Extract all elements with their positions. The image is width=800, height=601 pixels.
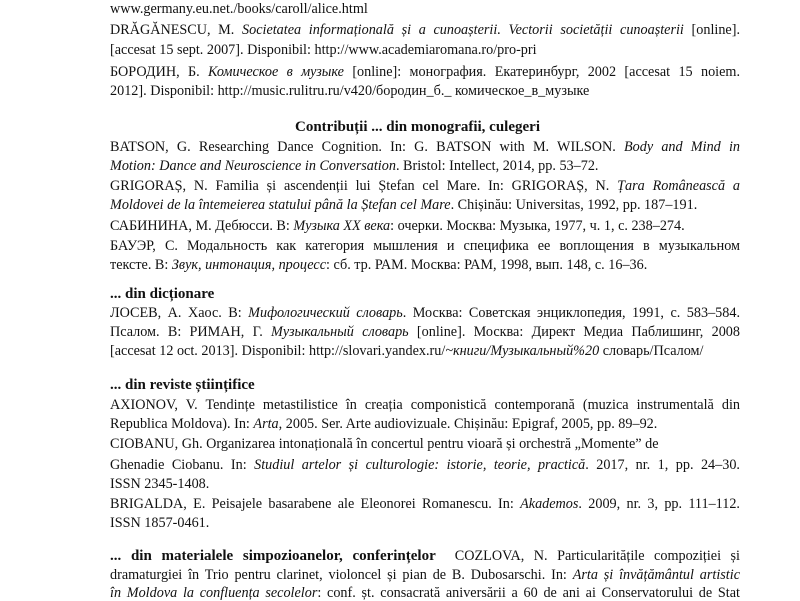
ref-text: CIOBANU, Gh. Organizarea intonațională în concertul pentru vioară și orchestră „Momente” de	[110, 436, 659, 452]
section-heading-simpozioane: ... din materialele simpozioanelor, conferințelor	[110, 548, 436, 564]
ref-text: BRIGALDA, E. Peisajele basarabene ale Eleonorei Romanescu. In:	[110, 496, 521, 512]
ref-text: ISSN 1857-0461.	[110, 515, 210, 531]
ref-title: Țara Românească a	[617, 178, 740, 194]
ref-text: BATSON, G. Researching Dance Cognition. In: G. BATSON with M. WILSON.	[110, 139, 624, 155]
ref-text: . 2017, nr. 1, pp. 24–30.	[585, 457, 740, 473]
ref-title: Body and Mind in	[623, 139, 740, 155]
ref-text: AXIONOV, V. Tendințe metastilistice în creația componistică contemporană (muzica instrumentală din	[110, 397, 740, 413]
ref-title: Комическое в музыке	[208, 64, 344, 80]
ref-title: Moldovei de la întemeierea statului până la Ștefan cel Mare	[110, 197, 451, 213]
ref-title: Звук, интонация, процесс	[171, 257, 327, 273]
ref-text: [online].	[683, 22, 740, 38]
ref-title: Akademos	[520, 496, 579, 512]
section-heading-reviste: ... din reviste științifice	[110, 377, 255, 393]
ref-title: Societatea informațională și a cunoașterii. Vectorii societății cunoașterii	[242, 22, 684, 38]
ref-text: . 2009, nr. 3, pp. 111–112.	[578, 496, 740, 512]
ref-text: ЛОСЕВ, А. Хаос. В:	[110, 305, 249, 321]
ref-title: Мифологический словарь	[248, 305, 403, 321]
ref-text: dramaturgiei în Trio pentru clarinet, violoncel și pian de B. Dubosarschi. In:	[110, 567, 573, 583]
ref-text: [online]. Москва: Директ Медиа Паблишинг, 2008	[408, 324, 740, 340]
ref-title: în Moldova la confluența secolelor	[110, 585, 318, 601]
ref-title: Studiul artelor și culturologie: istorie, teorie, practică	[254, 457, 586, 473]
ref-text: БОРОДИН, Б.	[110, 64, 208, 80]
ref-text: : очерки. Москва: Музыка, 1977, ч. 1, с. 238–274.	[390, 218, 685, 234]
ref-text: 2012]. Disponibil: http://music.rulitru.ru/v420/бородин_б._ комическое_в_музыке	[110, 83, 590, 99]
ref-text: САБИНИНА, М. Дебюсси. В:	[110, 218, 294, 234]
ref-text: : conf. șt. consacrată aniversării a 60 de ani ai Conservatorului de Stat	[317, 585, 740, 601]
ref-text: COZLOVA, N. Particularitățile compoziției și	[454, 548, 741, 564]
ref-text: Псалом. В: РИМАН, Г.	[110, 324, 272, 340]
ref-text: Republica Moldova). In:	[110, 416, 254, 432]
ref-text: словарь/Псалом/	[599, 343, 704, 359]
ref-text: . Bristol: Intellect, 2014, pp. 53–72.	[395, 158, 599, 174]
ref-text: DRĂGĂNESCU, M.	[110, 22, 243, 38]
ref-title: Arta	[253, 416, 279, 432]
reference-url-fragment: www.germany.eu.net./books/caroll/alice.html	[110, 1, 368, 17]
ref-title: ~книги/Музыкальный%20	[445, 343, 600, 359]
ref-text: , 2005. Ser. Arte audiovizuale. Chișinău: Epigraf, 2005, pp. 89–92.	[278, 416, 658, 432]
ref-text: Ghenadie Ciobanu. In:	[110, 457, 255, 473]
ref-text: ISSN 2345-1408.	[110, 476, 210, 492]
ref-title: Motion: Dance and Neuroscience in Conversation	[110, 158, 396, 174]
ref-text: [accesat 15 sept. 2007]. Disponibil: http://www.academiaromana.ro/pro-pri	[110, 42, 537, 58]
section-heading-monografii: Contribuții ... din monografii, culegeri	[295, 119, 540, 135]
ref-title: Музыка XX века	[293, 218, 391, 234]
ref-text: тексте. В:	[110, 257, 172, 273]
ref-text: [online]: монография. Екатеринбург, 2002 [accesat 15 noiem.	[343, 64, 740, 80]
ref-text: . Chișinău: Universitas, 1992, pp. 187–191.	[450, 197, 698, 213]
ref-text: . Москва: Советская энциклопедия, 1991, с. 583–584.	[402, 305, 741, 321]
ref-text: [accesat 12 oct. 2013]. Disponibil: http://slovari.yandex.ru/	[110, 343, 446, 359]
ref-text: БАУЭР, С. Модальность как категория мышления и специфика ее воплощения в музыкальном	[110, 238, 740, 254]
section-heading-dictionare: ... din dicționare	[110, 286, 215, 302]
ref-title: Музыкальный словарь	[271, 324, 409, 340]
ref-text: : сб. тр. РАМ. Москва: РАМ, 1998, вып. 148, с. 16–36.	[326, 257, 648, 273]
ref-title: Arta și învățământul artistic	[572, 567, 740, 583]
ref-text: GRIGORAȘ, N. Familia și ascendenții lui Ștefan cel Mare. In: GRIGORAȘ, N.	[110, 178, 618, 194]
